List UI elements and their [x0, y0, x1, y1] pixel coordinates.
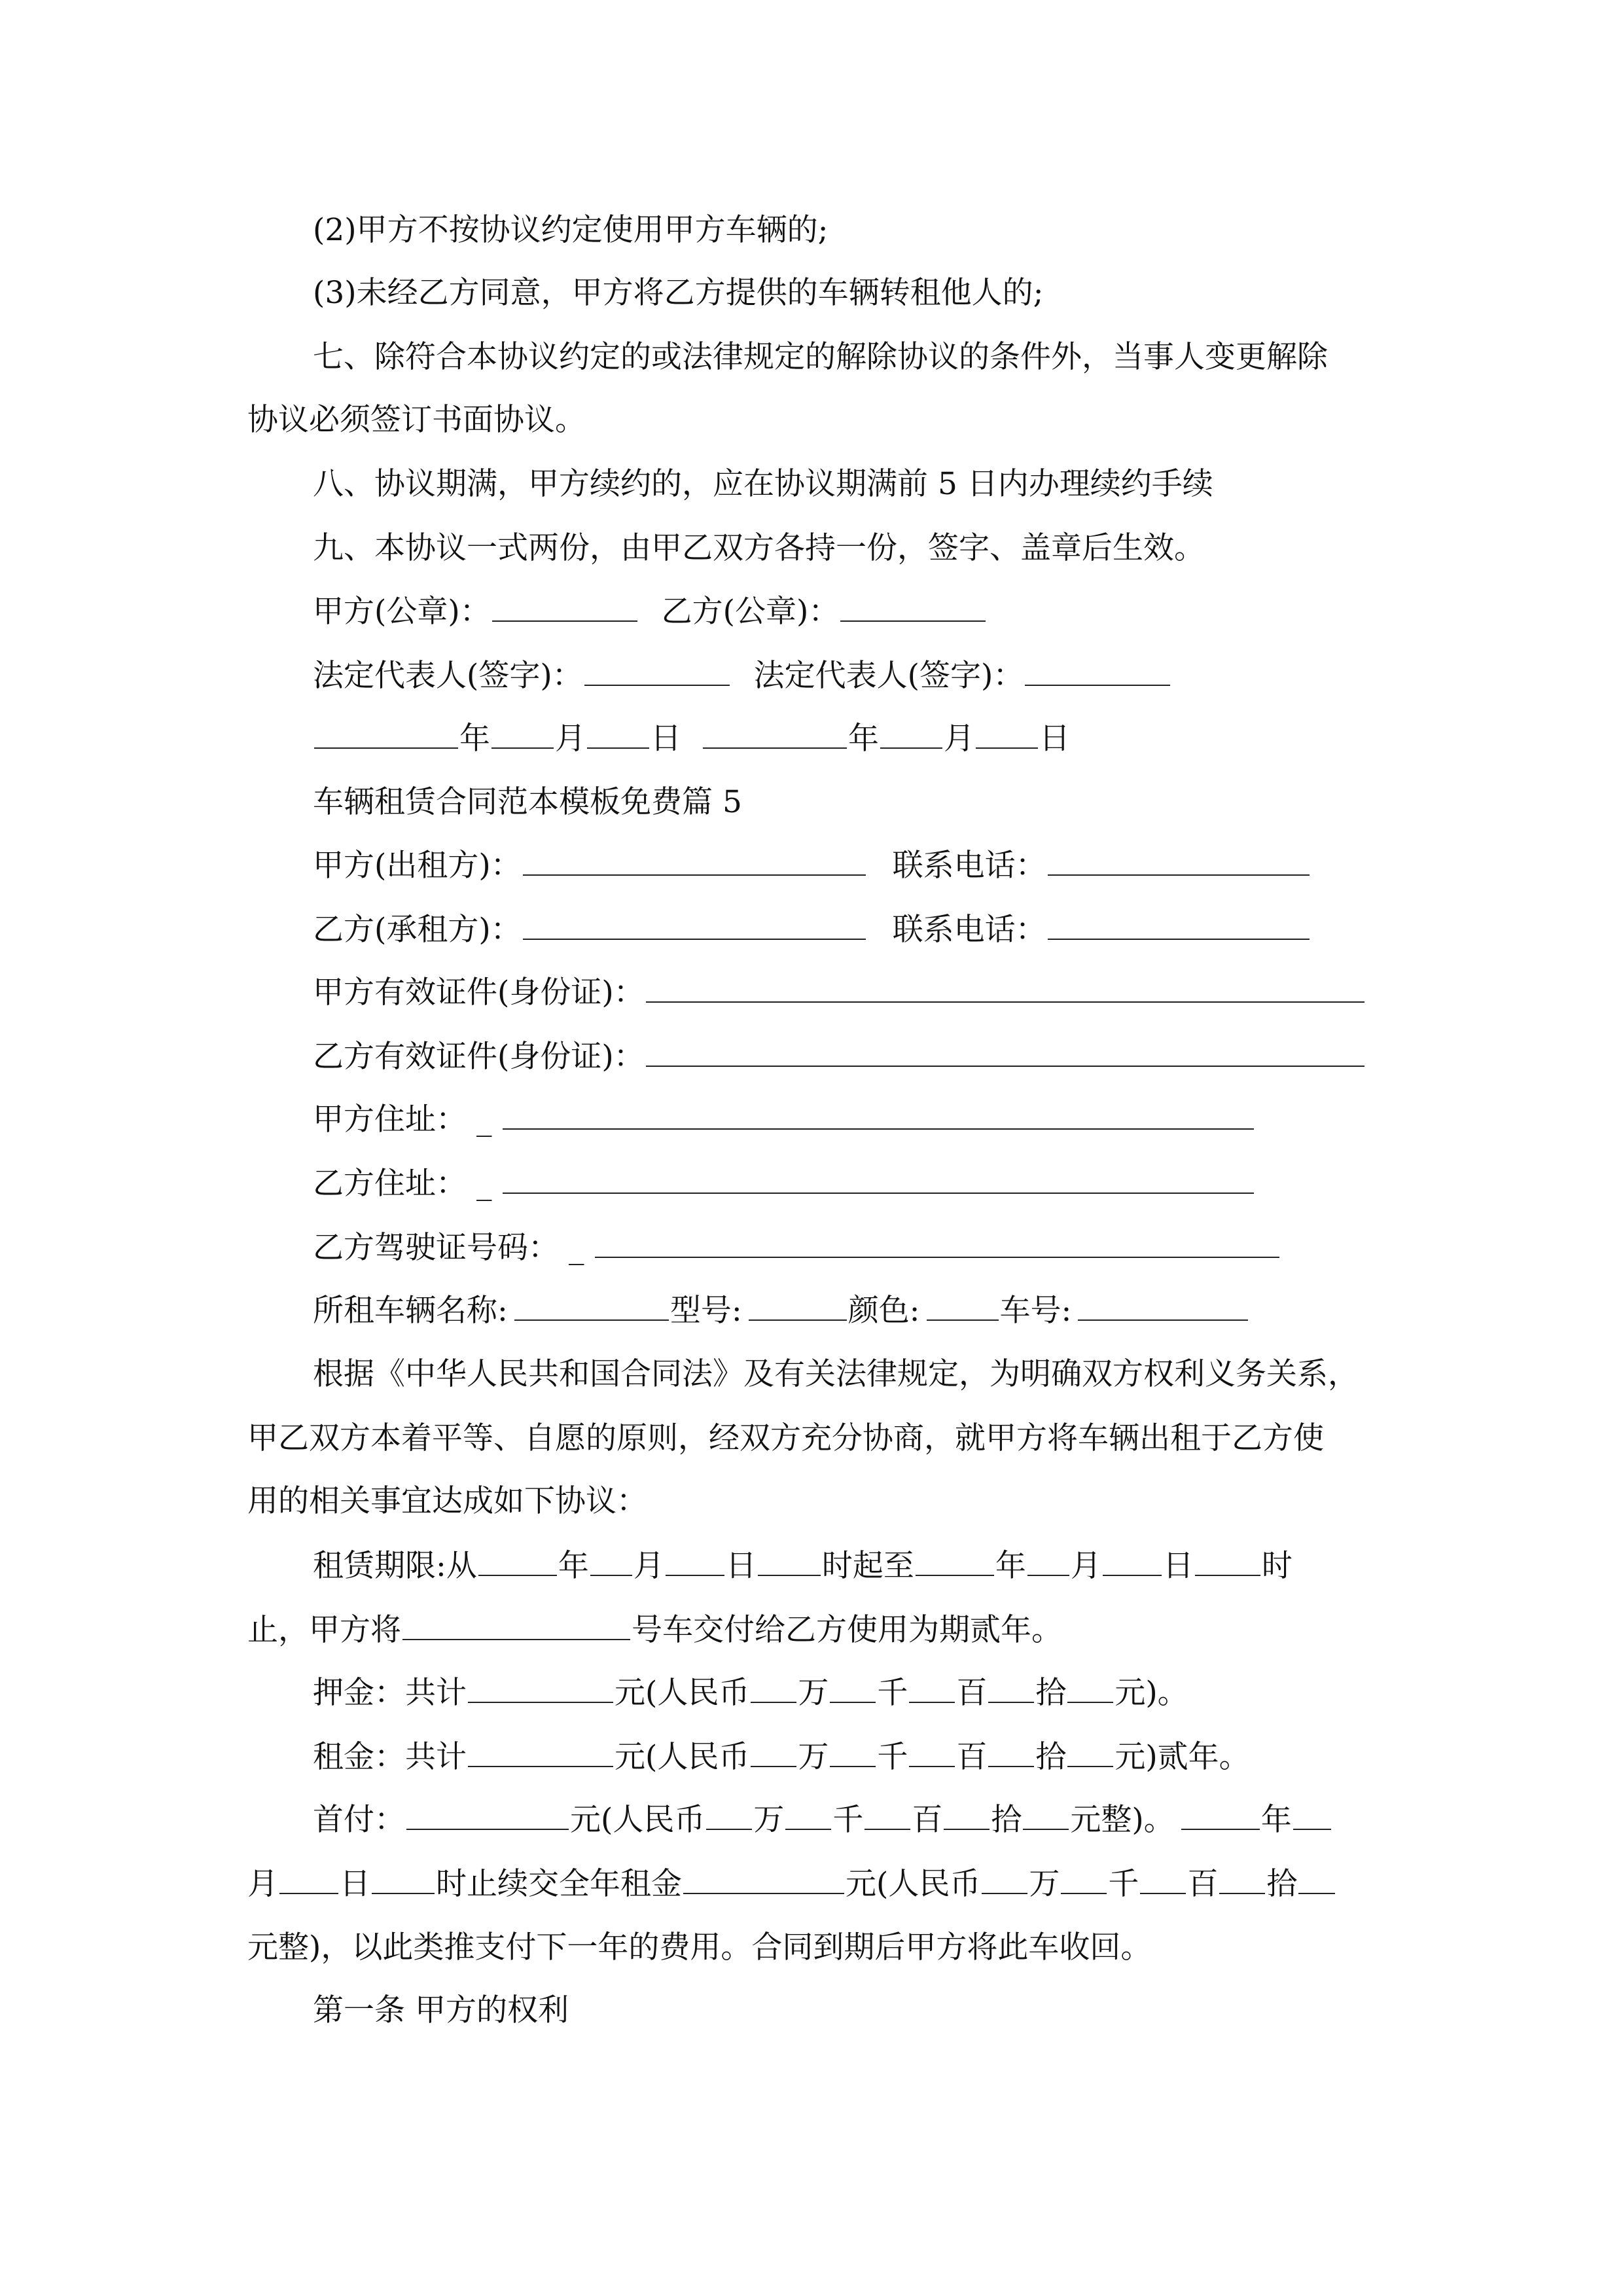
- term-hour-from: 时起至: [821, 1548, 914, 1584]
- handover-prefix: 止，甲方将: [247, 1612, 401, 1648]
- party-b-seal-blank: [840, 592, 986, 622]
- lessee-phone-label: 联系电话：: [892, 912, 1046, 948]
- addr-b-label: 乙方住址：: [313, 1166, 467, 1202]
- lessor-line: [313, 846, 1311, 886]
- renew-year-blank: [1181, 1800, 1260, 1830]
- deposit-yuan-close: 元)。: [1115, 1675, 1188, 1711]
- addr-b-blank: [503, 1164, 1254, 1194]
- renew-bai-blank: [1140, 1864, 1186, 1894]
- lessee-label: 乙方(承租方)：: [313, 912, 522, 948]
- first-pay-line: [313, 1800, 1332, 1840]
- article-1-heading: 第一条 甲方的权利: [313, 1992, 569, 2028]
- lessor-phone-label: 联系电话：: [892, 848, 1046, 884]
- license-blank: [595, 1228, 1279, 1258]
- renew-day-blank: [279, 1864, 338, 1894]
- first-yuan-zheng: 元整)。: [1070, 1802, 1175, 1838]
- date-b-year: 年: [847, 721, 879, 757]
- lease-handover-line: [247, 1610, 1062, 1650]
- first-qian-blank: [785, 1800, 831, 1830]
- license-line: [313, 1228, 1281, 1268]
- renew-yuan-blank: [1298, 1864, 1335, 1894]
- deposit-shi: 拾: [1035, 1675, 1067, 1711]
- id-b-label: 乙方有效证件(身份证)：: [313, 1039, 645, 1075]
- plate-number-blank: [402, 1610, 630, 1640]
- renew-year-trail-blank: [1293, 1800, 1331, 1830]
- id-a-line: [313, 973, 1366, 1013]
- date-b-month-blank: [880, 719, 942, 749]
- lessor-phone-blank: [1048, 846, 1310, 876]
- rent-wan-blank: [751, 1737, 796, 1767]
- rent-yuan-blank: [1067, 1737, 1113, 1767]
- law-para-2: 甲乙双方本着平等、自愿的原则，经双方充分协商，就甲方将车辆出租于乙方使: [247, 1420, 1324, 1456]
- date-a-day-blank: [587, 719, 649, 749]
- renew-shi-blank: [1219, 1864, 1265, 1894]
- first-pay-line-2: [247, 1864, 1336, 1904]
- lessee-blank: [523, 910, 866, 940]
- rent-qian: 千: [877, 1739, 908, 1775]
- term-to-day-blank: [1103, 1546, 1162, 1576]
- rent-bai-blank: [909, 1737, 955, 1767]
- rep-a-label: 法定代表人(签字)：: [313, 658, 583, 694]
- renew-wan-blank: [982, 1864, 1027, 1894]
- rent-qian-blank: [830, 1737, 876, 1767]
- id-b-blank: [646, 1037, 1364, 1067]
- deposit-amount-blank: [468, 1673, 613, 1703]
- date-line: [313, 719, 1070, 759]
- first-wan: 万: [753, 1802, 785, 1838]
- vehicle-name-blank: [514, 1291, 669, 1321]
- renew-hour-blank: [372, 1864, 435, 1894]
- id-a-label: 甲方有效证件(身份证)：: [313, 975, 645, 1011]
- term-from-month-blank: [590, 1546, 632, 1576]
- rep-b-label: 法定代表人(签字)：: [753, 658, 1024, 694]
- license-label: 乙方驾驶证号码：: [313, 1230, 559, 1266]
- deposit-line: [313, 1673, 1188, 1713]
- renew-rmb: 元(人民币: [846, 1866, 981, 1902]
- renew-amount-blank: [683, 1864, 844, 1894]
- rep-line: [313, 656, 1171, 696]
- term-to-month-blank: [1027, 1546, 1069, 1576]
- rent-bai: 百: [956, 1739, 988, 1775]
- color-blank: [927, 1291, 999, 1321]
- plate-blank: [1078, 1291, 1248, 1321]
- date-a-day: 日: [651, 721, 681, 757]
- date-b-day: 日: [1039, 721, 1070, 757]
- term-label: 租赁期限:: [313, 1548, 446, 1584]
- date-a-year: 年: [459, 721, 490, 757]
- rent-label: 租金：共计: [313, 1739, 467, 1775]
- lessee-phone-blank: [1048, 910, 1310, 940]
- vehicle-name-label: 所租车辆名称:: [313, 1293, 508, 1329]
- addr-a-label: 甲方住址：: [313, 1102, 467, 1138]
- section-title: 车辆租赁合同范本模板免费篇 5: [313, 784, 742, 820]
- plate-label: 车号:: [999, 1293, 1072, 1329]
- rep-b-blank: [1025, 656, 1170, 686]
- rent-rmb: 元(人民币: [615, 1739, 750, 1775]
- renew-wan: 万: [1029, 1866, 1060, 1902]
- renew-qian-blank: [1061, 1864, 1107, 1894]
- term-to-year: 年: [995, 1548, 1026, 1584]
- first-wan-blank: [706, 1800, 752, 1830]
- term-from-day: 日: [725, 1548, 757, 1584]
- lessee-line: [313, 910, 1311, 950]
- first-pay-label: 首付：: [313, 1802, 405, 1838]
- handover-text: 号车交付给乙方使用为期贰年。: [632, 1612, 1062, 1648]
- id-b-line: [313, 1037, 1366, 1077]
- renew-year: 年: [1260, 1802, 1292, 1838]
- id-a-blank: [646, 973, 1364, 1003]
- term-to-year-blank: [916, 1546, 994, 1576]
- term-from-hour-blank: [758, 1546, 821, 1576]
- date-b-day-blank: [976, 719, 1038, 749]
- deposit-bai: 百: [956, 1675, 988, 1711]
- deposit-wan: 万: [798, 1675, 829, 1711]
- renew-month: 月: [247, 1866, 278, 1902]
- model-label: 型号:: [669, 1293, 742, 1329]
- clause-6-item-3: (3)未经乙方同意，甲方将乙方提供的车辆转租他人的;: [313, 275, 1044, 311]
- party-a-seal-blank: [492, 592, 637, 622]
- date-a-year-blank: [314, 719, 458, 749]
- deposit-qian: 千: [877, 1675, 908, 1711]
- term-to-month: 月: [1070, 1548, 1101, 1584]
- term-from: 从: [446, 1548, 477, 1584]
- vehicle-line: [313, 1291, 1249, 1331]
- deposit-rmb: 元(人民币: [615, 1675, 750, 1711]
- first-shi-blank: [944, 1800, 990, 1830]
- first-bai-blank: [865, 1800, 910, 1830]
- first-rmb: 元(人民币: [570, 1802, 705, 1838]
- addr-a-underscore: _: [476, 1102, 492, 1138]
- addr-a-line: [313, 1100, 1255, 1139]
- renew-qian: 千: [1108, 1866, 1139, 1902]
- deposit-yuan-blank: [1067, 1673, 1113, 1703]
- addr-b-line: [313, 1164, 1255, 1204]
- date-b-year-blank: [703, 719, 847, 749]
- deposit-label: 押金：共计: [313, 1675, 467, 1711]
- term-from-month: 月: [633, 1548, 664, 1584]
- term-to-hour-blank: [1195, 1546, 1260, 1576]
- lease-term-line: [313, 1546, 1293, 1586]
- date-a-month: 月: [555, 721, 586, 757]
- term-to-day: 日: [1162, 1548, 1194, 1584]
- renew-bai: 百: [1187, 1866, 1219, 1902]
- addr-b-underscore: _: [476, 1166, 492, 1202]
- deposit-wan-blank: [751, 1673, 796, 1703]
- law-para-1: 根据《中华人民共和国合同法》及有关法律规定，为明确双方权利义务关系，: [313, 1356, 1359, 1392]
- clause-6-item-2: (2)甲方不按协议约定使用甲方车辆的;: [313, 212, 829, 248]
- renew-text: 时止续交全年租金: [436, 1866, 682, 1902]
- addr-a-blank: [503, 1100, 1254, 1130]
- rent-yuan-close: 元)贰年。: [1115, 1739, 1250, 1775]
- party-b-seal-label: 乙方(公章)：: [661, 594, 840, 630]
- rent-shi-blank: [988, 1737, 1034, 1767]
- law-para-3: 用的相关事宜达成如下协议：: [247, 1483, 647, 1519]
- rent-line: [313, 1737, 1250, 1777]
- renew-shi: 拾: [1266, 1866, 1298, 1902]
- party-a-seal-label: 甲方(公章)：: [313, 594, 491, 630]
- deposit-qian-blank: [830, 1673, 876, 1703]
- model-blank: [749, 1291, 847, 1321]
- rent-wan: 万: [798, 1739, 829, 1775]
- first-bai: 百: [912, 1802, 943, 1838]
- rent-amount-blank: [468, 1737, 613, 1767]
- first-amount-blank: [406, 1800, 569, 1830]
- clause-7: 七、除符合本协议约定的或法律规定的解除协议的条件外，当事人变更解除: [313, 339, 1328, 375]
- date-b-month: 月: [943, 721, 974, 757]
- first-pay-line-3: 元整)，以此类推支付下一年的费用。合同到期后甲方将此车收回。: [247, 1929, 1152, 1965]
- color-label: 颜色:: [847, 1293, 920, 1329]
- first-qian: 千: [832, 1802, 864, 1838]
- date-a-month-blank: [491, 719, 554, 749]
- term-hour-end: 时: [1261, 1548, 1293, 1584]
- first-yuan-blank: [1023, 1800, 1069, 1830]
- deposit-shi-blank: [988, 1673, 1034, 1703]
- term-from-day-blank: [666, 1546, 724, 1576]
- clause-7-cont: 协议必须签订书面协议。: [247, 402, 586, 438]
- rep-a-blank: [584, 656, 730, 686]
- deposit-bai-blank: [909, 1673, 955, 1703]
- seal-line: [313, 592, 987, 632]
- term-from-year-blank: [478, 1546, 557, 1576]
- clause-8: 八、协议期满，甲方续约的，应在协议期满前 5 日内办理续约手续: [313, 466, 1213, 502]
- clause-9: 九、本协议一式两份，由甲乙双方各持一份，签字、盖章后生效。: [313, 530, 1205, 566]
- rent-shi: 拾: [1035, 1739, 1067, 1775]
- lessor-label: 甲方(出租方)：: [313, 848, 522, 884]
- term-from-year: 年: [558, 1548, 589, 1584]
- first-shi: 拾: [991, 1802, 1022, 1838]
- renew-day: 日: [340, 1866, 370, 1902]
- license-underscore: _: [568, 1230, 584, 1266]
- lessor-blank: [523, 846, 866, 876]
